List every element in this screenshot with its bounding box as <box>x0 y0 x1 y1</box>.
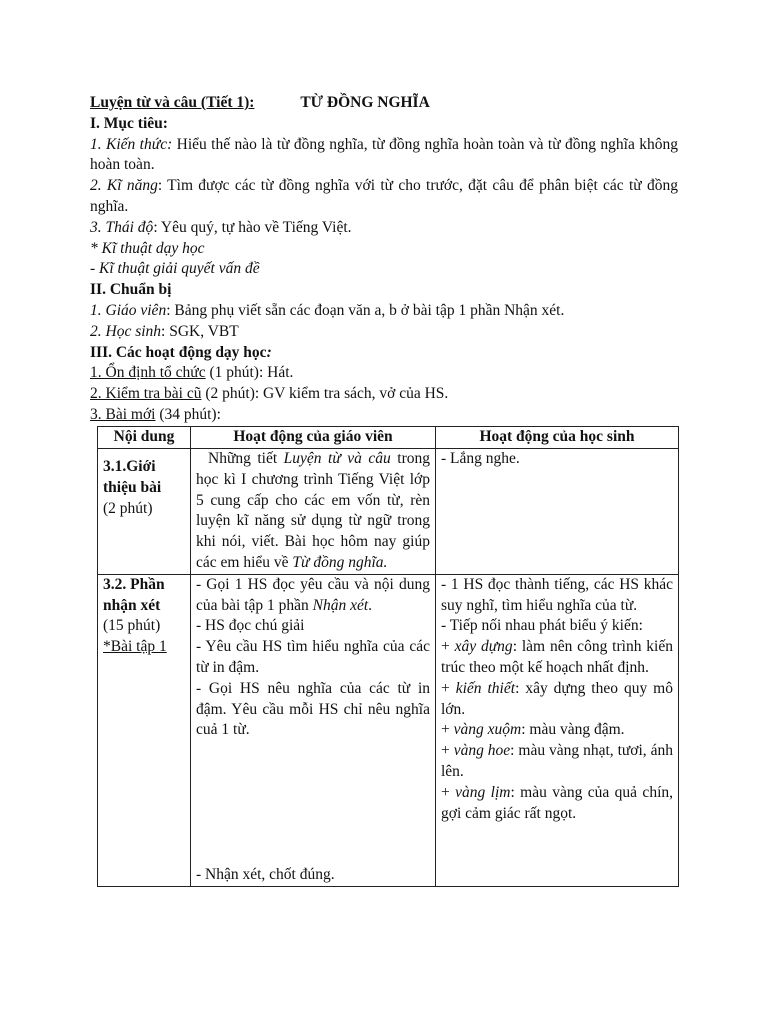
row2-s5 <box>441 720 673 741</box>
step-3 <box>90 405 678 426</box>
row2-t2: - HS đọc chú giải <box>196 617 305 635</box>
attitude-text: : Yêu quý, tự hào về Tiếng Việt. <box>153 218 352 236</box>
header-content: Nội dung <box>98 427 191 449</box>
step-2-label: 2. Kiểm tra bài cũ <box>90 385 202 403</box>
row2-title: 3.2. Phần nhận xét <box>103 575 165 614</box>
knowledge-label: 1. Kiến thức: <box>90 135 173 153</box>
row2-s6-em: vàng hoe <box>453 742 511 760</box>
teacher-preparation <box>90 301 678 322</box>
row2-s2: - Tiếp nối nhau phát biểu ý kiến: <box>441 617 643 635</box>
lesson-plan-header <box>90 93 678 426</box>
step-1-label: 1. Ổn định tổ chức <box>90 364 206 382</box>
row2-s5-em: vàng xuộm <box>453 721 522 739</box>
activities-heading-colon: : <box>266 343 272 361</box>
attitude-objective <box>90 218 678 239</box>
row2-s4-em: kiến thiết <box>455 679 516 697</box>
row2-time: (15 phút) <box>103 617 161 635</box>
row2-s7 <box>441 783 673 825</box>
step-1-text: (1 phút): Hát. <box>205 364 294 382</box>
skill-label: 2. Kĩ năng <box>90 177 158 195</box>
row1-teacher-text <box>196 449 430 574</box>
row2-s3-pre: + <box>441 638 455 656</box>
row2-teacher-spacer <box>196 741 430 865</box>
knowledge-text: Hiểu thế nào là từ đồng nghĩa, từ đồng nghĩa hoàn toàn và từ đồng nghĩa không hoàn toàn. <box>90 135 678 174</box>
row2-s1: - 1 HS đọc thành tiếng, các HS khác suy nghĩ, tìm hiểu nghĩa của từ. <box>441 575 673 614</box>
row1-teacher-mid: trong học kì I chương trình Tiếng Việt lớp 5 cung cấp cho các em vốn từ, rèn luyện kĩ năng sử dụng từ ngữ trong khi nói, viết. Bài học hôm nay giúp các em hiểu về <box>196 450 430 571</box>
step-2-text: (2 phút): GV kiểm tra sách, vở của HS. <box>201 385 449 403</box>
student-preparation <box>90 322 678 343</box>
activities-table <box>97 426 679 887</box>
student-label: 2. Học sinh <box>90 322 162 340</box>
skill-text: : Tìm được các từ đồng nghĩa với từ cho trước, đặt câu để phân biệt các từ đồng nghĩa. <box>90 177 678 215</box>
preparation-heading: II. Chuẩn bị <box>90 281 172 299</box>
row2-s3-post: : làm nên công trình kiến trúc theo một kế hoạch nhất định. <box>441 638 673 676</box>
student-text: : SGK, VBT <box>161 322 239 340</box>
row2-s7-em: vàng lịm <box>455 783 511 801</box>
step-2 <box>90 384 678 405</box>
row2-t3: - Yêu cầu HS tìm hiểu nghĩa của các từ in đậm. <box>196 638 430 676</box>
row2-s6-pre: + <box>441 742 454 760</box>
row2-content <box>98 574 191 886</box>
row2-t5: - Nhận xét, chốt đúng. <box>196 866 335 884</box>
attitude-label: 3. Thái độ <box>90 218 154 236</box>
objectives-heading: I. Mục tiêu: <box>90 114 168 132</box>
row2-sub: *Bài tập 1 <box>103 638 167 656</box>
row2-t1-pre: - Gọi 1 HS đọc yêu cầu và nội dung của bài tập 1 phần <box>196 575 430 614</box>
teacher-label: 1. Giáo viên <box>90 301 167 319</box>
row1-student-text: - Lắng nghe. <box>441 450 520 467</box>
row1-teacher <box>191 449 436 575</box>
lesson-label: Luyện từ và câu (Tiết 1): <box>90 94 255 111</box>
title-row <box>90 93 678 114</box>
header-teacher: Hoạt động của giáo viên <box>191 427 436 449</box>
row1-teacher-em: Luyện từ và câu <box>283 450 391 467</box>
row2-s4-pre: + <box>441 679 456 697</box>
table-row <box>98 574 679 886</box>
step-3-text: (34 phút): <box>155 405 221 423</box>
row2-t1-post: . <box>368 596 373 614</box>
row2-s5-post: : màu vàng đậm. <box>521 721 625 739</box>
row2-student <box>436 574 679 886</box>
row2-s3-em: xây dựng <box>454 638 513 656</box>
row1-time: (2 phút) <box>103 499 153 517</box>
row1-teacher-em2: Từ đồng nghĩa. <box>292 553 388 571</box>
activities-heading <box>90 343 678 364</box>
header-student: Hoạt động của học sinh <box>436 427 679 449</box>
activities-heading-text: III. Các hoạt động dạy học <box>90 343 267 361</box>
technique-item: - Kĩ thuật giải quyết vấn đề <box>90 260 260 278</box>
row2-s7-pre: + <box>441 783 456 801</box>
row2-s4-post: : xây dựng theo quy mô lớn. <box>441 679 673 718</box>
teacher-text: : Bảng phụ viết sẵn các đoạn văn a, b ở bài tập 1 phần Nhận xét. <box>166 301 565 319</box>
row2-t1 <box>196 575 430 617</box>
row2-s6 <box>441 741 673 783</box>
row2-s5-pre: + <box>441 721 454 739</box>
row2-teacher <box>191 574 436 886</box>
knowledge-objective <box>90 135 678 177</box>
row2-s3 <box>441 637 673 679</box>
step-3-label: 3. Bài mới <box>90 405 156 423</box>
row2-t4: - Gọi HS nêu nghĩa của các từ in đậm. Yêu cầu mỗi HS chỉ nêu nghĩa cuả 1 từ. <box>196 679 430 739</box>
row1-student <box>436 449 679 575</box>
row2-s7-post: : màu vàng của quả chín, gợi cảm giác rất ngọt. <box>441 783 673 822</box>
row2-s6-post: : màu vàng nhạt, tươi, ánh lên. <box>441 742 673 780</box>
row1-title: 3.1.Giới thiệu bài <box>103 458 162 496</box>
row2-s4 <box>441 679 673 721</box>
row2-t1-em: Nhận xét <box>312 596 369 614</box>
technique-heading: * Kĩ thuật dạy học <box>90 239 205 257</box>
row1-content <box>98 449 191 575</box>
page-title: TỪ ĐỒNG NGHĨA <box>300 94 430 111</box>
step-1 <box>90 363 678 384</box>
table-row <box>98 449 679 575</box>
skill-objective <box>90 176 678 218</box>
row1-teacher-pre: Những tiết <box>208 450 284 467</box>
table-header-row <box>98 427 679 449</box>
